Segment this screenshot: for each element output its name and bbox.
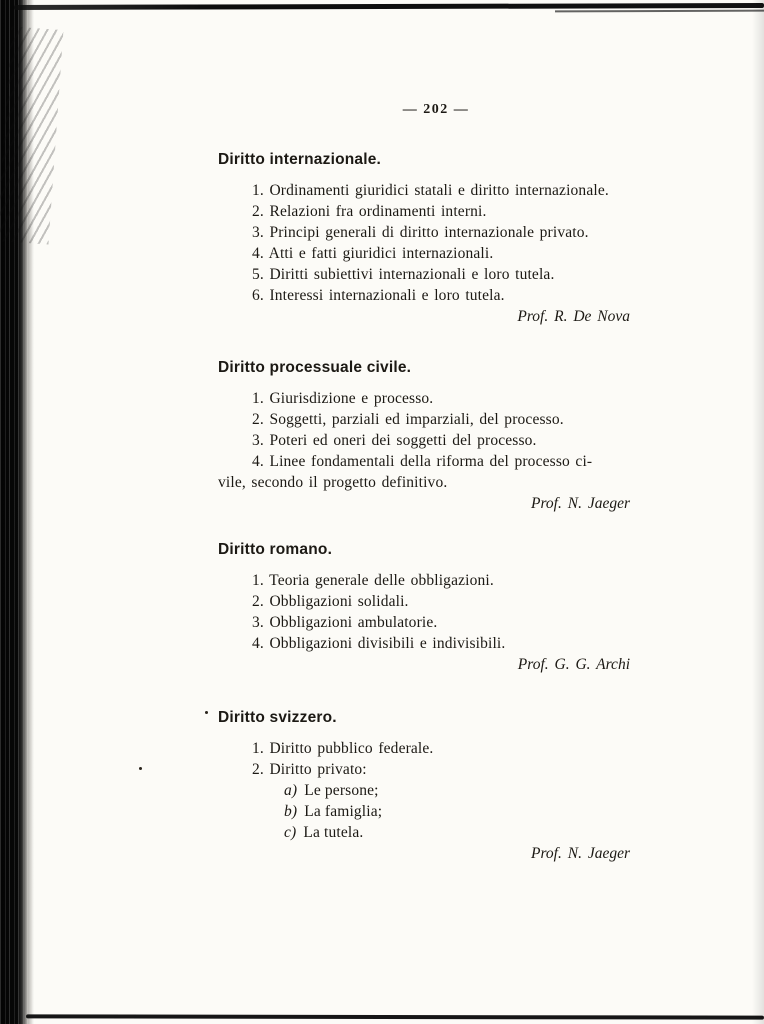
subitem-marker: b)	[284, 803, 298, 820]
topic-item: 2. Obbligazioni solidali.	[252, 593, 409, 610]
section-title: Diritto processuale civile.	[218, 359, 412, 376]
topic-item: 2. Relazioni fra ordinamenti interni.	[252, 203, 487, 220]
topic-item: 2. Soggetti, parziali ed imparziali, del processo.	[252, 411, 564, 428]
subitem-marker: a)	[284, 782, 298, 799]
section-diritto-romano	[218, 539, 654, 675]
page-number: — 202 —	[402, 102, 470, 117]
topic-item: 1. Diritto pubblico federale.	[252, 740, 434, 757]
topic-item: 4. Atti e fatti giuridici internazionali.	[252, 245, 494, 262]
author-attribution: Prof. N. Jaeger	[531, 845, 630, 862]
topic-list	[218, 388, 654, 493]
topic-item: 1. Ordinamenti giuridici statali e diritto internazionale.	[252, 182, 609, 199]
topic-item: 3. Obbligazioni ambulatorie.	[252, 614, 438, 631]
topic-item: 3. Poteri ed oneri dei soggetti del processo.	[252, 432, 537, 449]
topic-subitem	[284, 780, 654, 801]
author-attribution: Prof. G. G. Archi	[517, 656, 630, 673]
scan-edge-bottom	[26, 1014, 764, 1019]
topic-subitem	[284, 801, 654, 822]
section-title: Diritto romano.	[218, 541, 333, 558]
section-diritto-processuale-civile	[218, 357, 654, 514]
topic-subitem	[284, 822, 654, 843]
subitem-text: Le persone;	[304, 782, 379, 799]
subitem-text: La tutela.	[303, 824, 364, 841]
topic-list	[218, 180, 654, 306]
topic-item: 1. Giurisdizione e processo.	[252, 390, 434, 407]
section-diritto-internazionale	[218, 149, 654, 327]
section-diritto-svizzero	[218, 707, 654, 864]
topic-item: 5. Diritti subiettivi internazionali e loro tutela.	[252, 266, 555, 283]
topic-item: 2. Diritto privato:	[252, 761, 367, 778]
topic-list	[218, 738, 654, 843]
topic-list	[218, 570, 654, 654]
author-attribution: Prof. R. De Nova	[517, 308, 630, 325]
topic-item-continuation: vile, secondo il progetto definitivo.	[218, 474, 448, 491]
topic-item: 4. Obbligazioni divisibili e indivisibili.	[252, 635, 506, 652]
ink-speck	[139, 767, 142, 770]
page-content	[218, 0, 654, 864]
subitem-marker: c)	[284, 824, 297, 841]
ink-speck	[205, 711, 208, 714]
section-title: Diritto svizzero.	[218, 709, 337, 726]
topic-item: 1. Teoria generale delle obbligazioni.	[252, 572, 494, 589]
subitem-text: La famiglia;	[304, 803, 383, 820]
scan-scratch-artifact	[0, 26, 63, 244]
topic-item: 6. Interessi internazionali e loro tutela.	[252, 287, 505, 304]
topic-item: 4. Linee fondamentali della riforma del processo ci-	[252, 453, 593, 470]
section-title: Diritto internazionale.	[218, 151, 382, 168]
author-attribution: Prof. N. Jaeger	[531, 495, 630, 512]
topic-item: 3. Principi generali di diritto internazionale privato.	[252, 224, 589, 241]
